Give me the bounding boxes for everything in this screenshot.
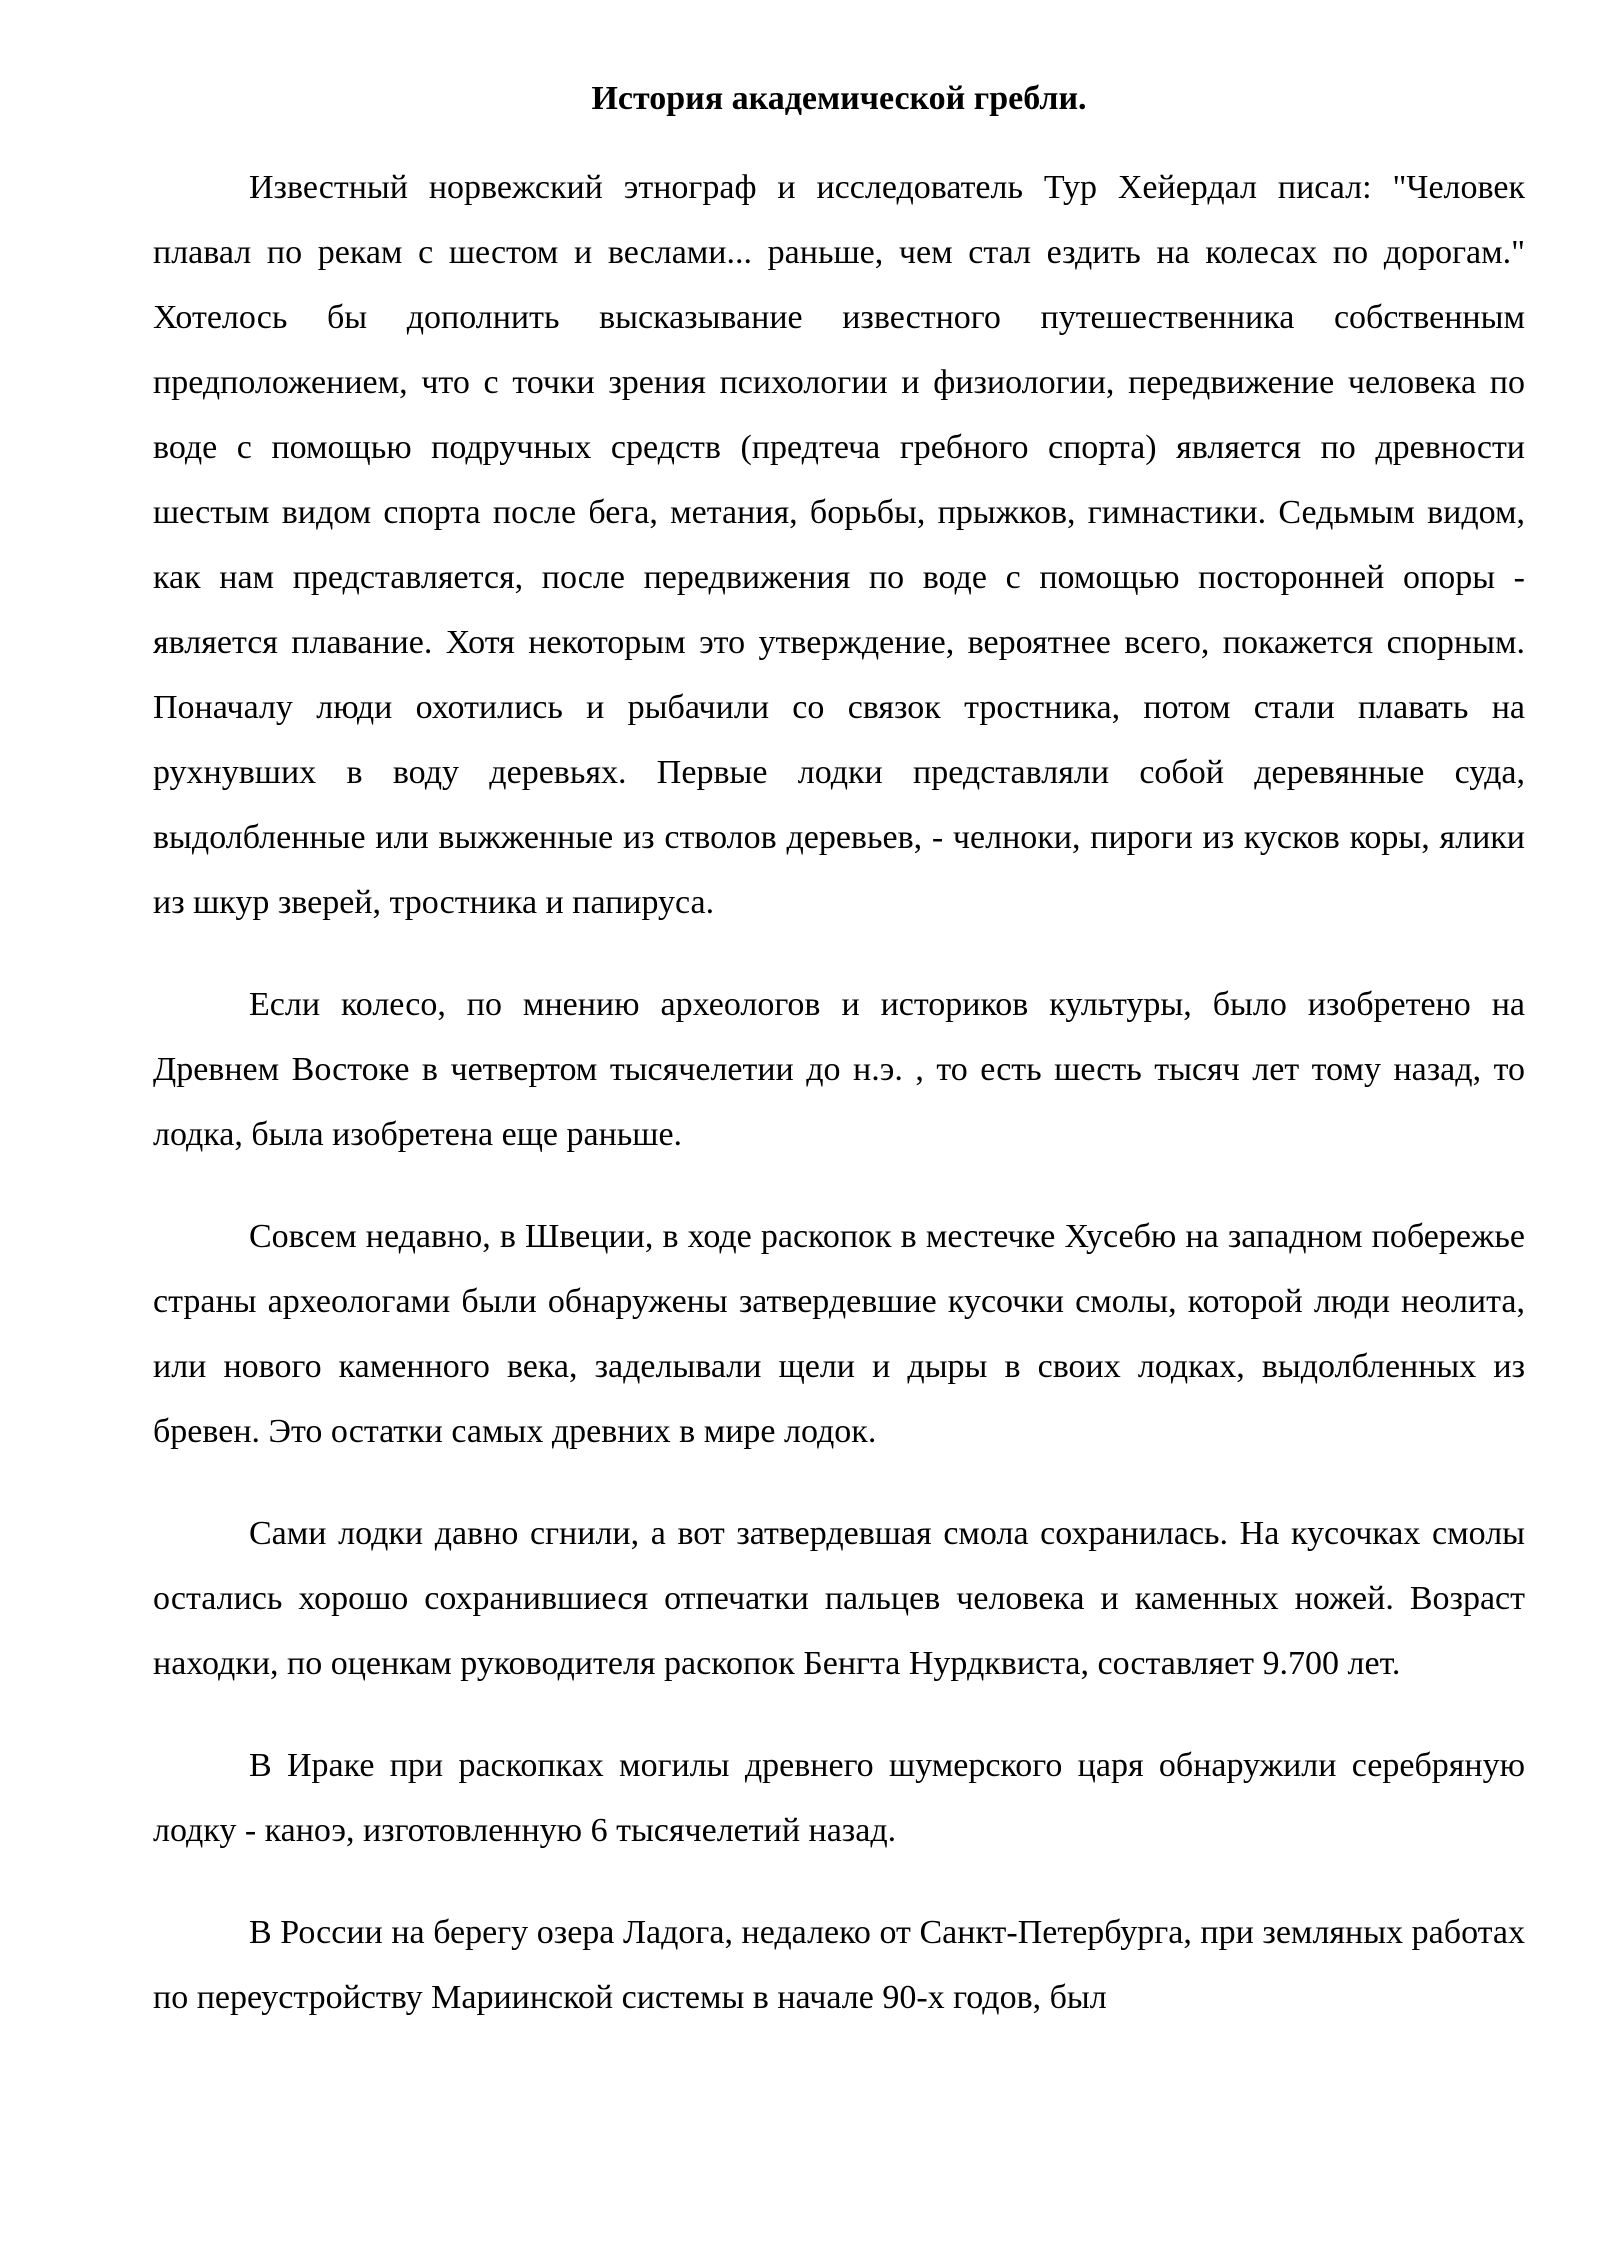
- document-body: [153, 76, 1525, 2067]
- paragraph-wheel-invention: Если колесо, по мнению археологов и историков культуры, было изобретено на Древнем Востоке в четвертом тысячелетии до н.э. , то есть шесть тысяч лет тому назад, то лодка, была изобретена еще раньше.: [153, 986, 1525, 1153]
- paragraph-resin-findings: Сами лодки давно сгнили, а вот затвердевшая смола сохранилась. На кусочках смолы остались хорошо сохранившиеся отпечатки пальцев человека и каменных ножей. Возраст находки, по оценкам руководителя раскопок Бенгта Нурдквиста, составляет 9.700 лет.: [153, 1515, 1525, 1682]
- paragraph-heyerdahl-quote: Известный норвежский этнограф и исследователь Тур Хейердал писал: "Человек плавал по рекам с шестом и веслами... раньше, чем стал ездить на колесах по дорогам." Хотелось бы дополнить высказывание известного путешественника собственным предположением, что с точки зрения психологии и физиологии, передвижение человека по воде с помощью подручных средств (предтеча гребного спорта) является по древности шестым видом спорта после бега, метания, борьбы, прыжков, гимнастики. Седьмым видом, как нам представляется, после передвижения по воде с помощью посторонней опоры - является плавание. Хотя некоторым это утверждение, вероятнее всего, покажется спорным. Поначалу люди охотились и рыбачили со связок тростника, потом стали плавать на рухнувших в воду деревьях. Первые лодки представляли собой деревянные суда, выдолбленные или выжженные из стволов деревьев, - челноки, пироги из кусков коры, ялики из шкур зверей, тростника и папируса.: [153, 169, 1525, 921]
- paragraph-sweden-excavation: Совсем недавно, в Швеции, в ходе раскопок в местечке Хусебю на западном побережье страны археологами были обнаружены затвердевшие кусочки смолы, которой люди неолита, или нового каменного века, заделывали щели и дыры в своих лодках, выдолбленных из бревен. Это остатки самых древних в мире лодок.: [153, 1218, 1525, 1450]
- paragraph-iraq-silver-boat: В Ираке при раскопках могилы древнего шумерского царя обнаружили серебряную лодку - каноэ, изготовленную 6 тысячелетий назад.: [153, 1747, 1525, 1849]
- document-title: История академической гребли.: [591, 80, 1087, 117]
- paragraph-russia-ladoga: В России на берегу озера Ладога, недалеко от Санкт-Петербурга, при земляных работах по переустройству Мариинской системы в начале 90-х годов, был: [153, 1914, 1525, 2016]
